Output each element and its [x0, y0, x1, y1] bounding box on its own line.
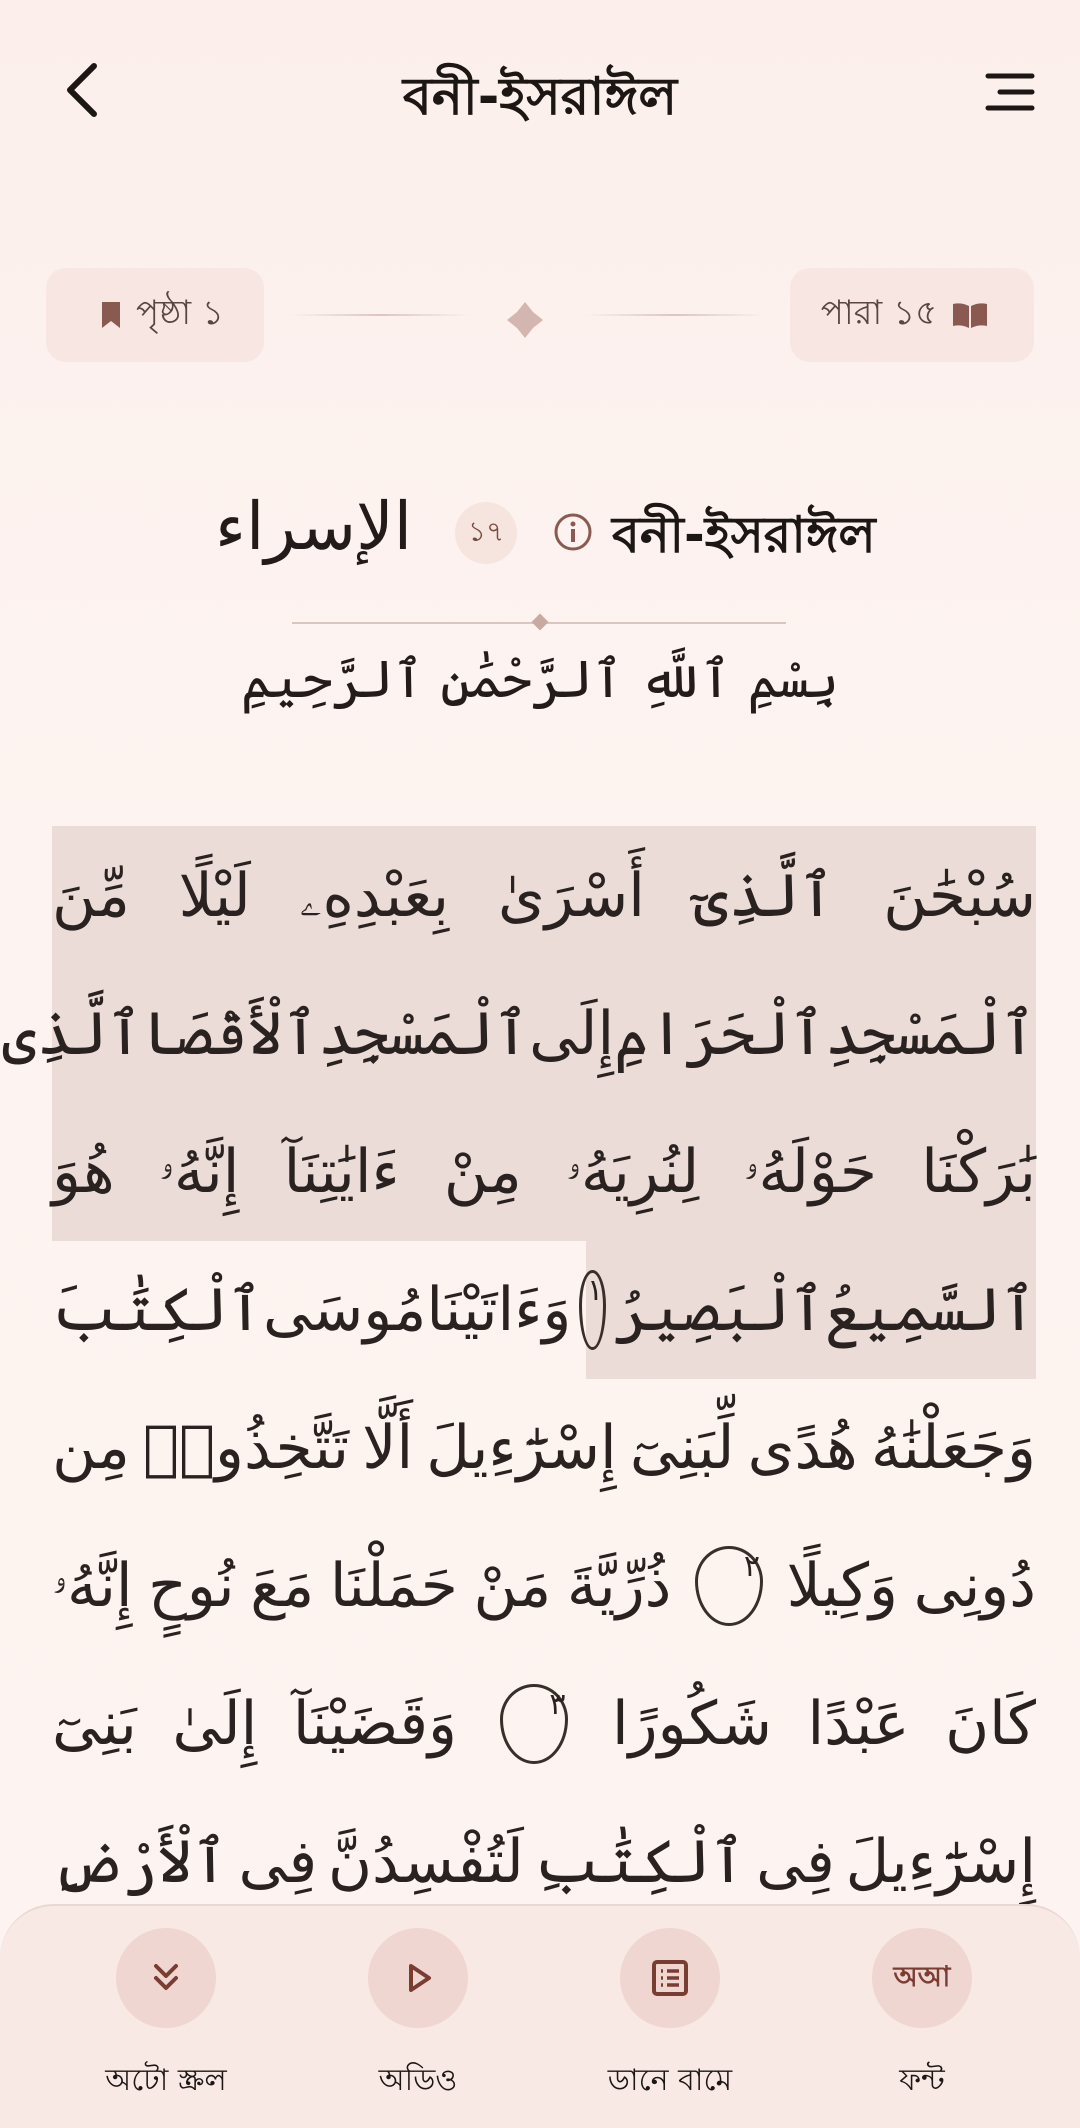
left-right-circle [620, 1928, 720, 2028]
verse-word: إِسْرَٰٓءِيلَ [426, 1413, 617, 1483]
verse-word: كَانَ [945, 1689, 1036, 1759]
divider-diamond [532, 614, 549, 631]
list-icon [649, 1957, 691, 1999]
verse-word: حَوْلَهُۥ [743, 1137, 878, 1207]
verse-line [52, 1792, 1036, 1906]
verse-word: نُوحٍ [148, 1551, 235, 1621]
bottom-nav [0, 1904, 1080, 2128]
verse-line [52, 1378, 1036, 1518]
double-chevron-down-icon [146, 1958, 186, 1998]
verse-word: حَمَلْنَا [329, 1551, 458, 1621]
verse-word: إِسْرَٰٓءِيلَ [845, 1827, 1036, 1897]
surah-number-badge: ১৭ [455, 502, 517, 564]
verse-word: ٱلْكِتَٰبِ [534, 1827, 746, 1897]
verse-line [52, 1654, 1036, 1794]
verse-word: وَقَضَيْنَآ [292, 1689, 457, 1759]
verse-word: ٱلْبَصِيرُ [614, 1275, 826, 1345]
verse-word: وَجَعَلْنَٰهُ [870, 1413, 1036, 1483]
verse-word: وَكِيلًا [786, 1551, 899, 1621]
verse-word: ءَايَٰتِنَآ [283, 1137, 400, 1207]
verse-word: لَتُفْسِدُنَّ [327, 1827, 524, 1897]
verse-word: شَكُورًا [611, 1689, 773, 1759]
verse-area[interactable] [0, 826, 1080, 1906]
verse-word: لِنُرِيَهُۥ [565, 1137, 700, 1207]
ayah-number-marker: ٣ [500, 1684, 568, 1764]
verse-word: وَءَاتَيْنَا [426, 1275, 572, 1345]
audio-button[interactable] [293, 1906, 543, 2128]
verse-word: بِعَبْدِهِۦ [299, 861, 450, 931]
verse-word: ٱلْمَسْجِدِ [318, 999, 530, 1069]
audio-circle [368, 1928, 468, 2028]
verse-word: تَتَّخِذُوا۟ [143, 1413, 350, 1483]
verse-word: مَنْ [473, 1551, 552, 1621]
verse-word: ٱلَّذِى [1, 999, 143, 1069]
open-book-icon [951, 300, 989, 330]
verse-word: ٱلْمَسْجِدِ [825, 999, 1036, 1069]
verse-word: أَسْرَىٰ [497, 861, 645, 931]
left-right-button[interactable] [545, 1906, 795, 2128]
page-title: বনী-ইসরাঈল [402, 67, 678, 127]
verse-word: هُوَ [52, 1137, 115, 1207]
divider-right [585, 314, 765, 316]
verse-line [52, 1240, 1036, 1380]
verse-word: إِلَى [529, 999, 615, 1069]
auto-scroll-button[interactable] [41, 1906, 291, 2128]
verse-word: عَبْدًا [807, 1689, 910, 1759]
verse-word: مِن [52, 1413, 130, 1483]
divider-left [290, 314, 470, 316]
font-circle [872, 1928, 972, 2028]
menu-icon [980, 62, 1040, 122]
verse-word: ٱلْأَقْصَا [142, 999, 319, 1069]
verse-word: هُدًى [747, 1413, 858, 1483]
nav-label: ফন্ট [899, 2063, 945, 2098]
font-icon: অ‌আ [893, 1959, 951, 1993]
ayah-number-marker: ٢ [695, 1546, 763, 1626]
verse-word: فِى [238, 1827, 318, 1897]
verse-line [52, 1102, 1036, 1242]
bookmark-icon [100, 300, 122, 330]
verse-line [52, 826, 1036, 966]
verse-word: إِنَّهُۥ [158, 1137, 240, 1207]
verse-line [1, 964, 1036, 1104]
surah-arabic-name: الإسراء [215, 488, 413, 565]
verse-word: إِلَىٰ [172, 1689, 258, 1759]
bismillah: بِسْمِ ٱللَّهِ ٱلرَّحْمَٰنِ ٱلرَّحِيمِ [240, 650, 840, 710]
verse-word: ٱلَّذِىٓ [693, 861, 835, 931]
verse-word: ٱلسَّمِيعُ [825, 1275, 1036, 1345]
verse-word: فِى [756, 1827, 835, 1897]
top-bar [0, 0, 1080, 180]
verse-word: بَنِىٓ [52, 1689, 137, 1759]
verse-word: بَٰرَكْنَا [921, 1137, 1036, 1207]
ornament-icon [505, 300, 545, 340]
auto-scroll-circle [116, 1928, 216, 2028]
verse-line [52, 1516, 1036, 1656]
play-icon [398, 1958, 438, 1998]
verse-word: ٱلْأَرْضِ [52, 1827, 228, 1897]
nav-label: অটো স্ক্রল [105, 2063, 227, 2098]
verse-word: مِّنَ [52, 861, 130, 931]
info-icon[interactable] [553, 512, 593, 552]
surah-bangla-name: বনী-ইসরাঈল [612, 506, 876, 564]
nav-label: ডানে বামে [607, 2063, 733, 2098]
font-button[interactable] [797, 1906, 1047, 2128]
verse-word: ٱلْكِتَٰبَ [52, 1275, 263, 1345]
verse-word: أَلَّا [362, 1413, 414, 1483]
verse-word: إِنَّهُۥ [52, 1551, 133, 1621]
verse-word: مُوسَى [262, 1275, 427, 1345]
verse-word: ٱلْحَرَامِ [614, 999, 826, 1069]
para-indicator[interactable] [790, 268, 1034, 362]
ayah-number-marker: ١ [579, 1270, 606, 1350]
page-indicator[interactable] [46, 268, 264, 362]
verse-word: مِنْ [443, 1137, 522, 1207]
verse-word: لِّبَنِىٓ [629, 1413, 735, 1483]
verse-word: دُونِى [913, 1551, 1036, 1621]
menu-button[interactable] [980, 62, 1040, 122]
para-label: পারা ১৫ [820, 292, 938, 333]
verse-word: مَعَ [250, 1551, 315, 1621]
verse-word: ذُرِّيَّةَ [566, 1551, 672, 1621]
verse-word: سُبْحَٰنَ [883, 861, 1036, 931]
verse-word: لَيْلًا [178, 861, 251, 931]
nav-label: অডিও [378, 2063, 458, 2098]
page-label: পৃষ্ঠা ১ [136, 292, 224, 333]
